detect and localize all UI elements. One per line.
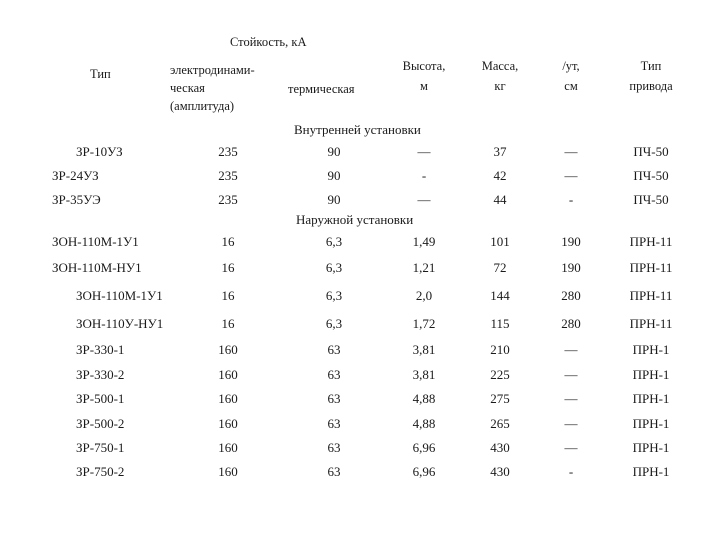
cell-height: 4,88 — [412, 391, 436, 406]
cell-electro: 160 — [218, 440, 238, 455]
cell-mass: 275 — [490, 391, 510, 406]
col-header-electro-line3: (амплитуда) — [170, 99, 235, 113]
cell-height: 1,72 — [412, 316, 436, 331]
cell-type: ЗОН-110У-НУ1 — [76, 316, 164, 331]
cell-type: ЗОН-110М-1У1 — [76, 288, 163, 303]
section-indoor: Внутренней установки — [294, 122, 421, 137]
cell-mass: 72 — [493, 260, 507, 275]
cell-ut: - — [568, 192, 574, 207]
col-header-drive-line1: Тип — [640, 59, 662, 73]
cell-height: — — [417, 192, 431, 207]
cell-ut: 190 — [561, 234, 581, 249]
cell-height: 1,49 — [412, 234, 436, 249]
cell-ut: — — [564, 440, 578, 455]
cell-height: 4,88 — [412, 416, 436, 431]
cell-electro: 16 — [221, 260, 235, 275]
cell-thermal: 63 — [327, 464, 341, 479]
cell-drive: ПРН-1 — [632, 367, 670, 382]
cell-height: 1,21 — [412, 260, 436, 275]
cell-height: 6,96 — [412, 464, 436, 479]
cell-type: ЗР-10УЗ — [76, 144, 123, 159]
cell-drive: ПЧ-50 — [633, 168, 669, 183]
cell-mass: 265 — [490, 416, 510, 431]
cell-drive: ПРН-11 — [629, 288, 673, 303]
cell-type: ЗР-750-2 — [76, 464, 125, 479]
cell-ut: — — [564, 416, 578, 431]
cell-ut: — — [564, 367, 578, 382]
cell-type: ЗР-330-2 — [76, 367, 125, 382]
cell-drive: ПРН-11 — [629, 260, 673, 275]
cell-mass: 144 — [490, 288, 510, 303]
cell-thermal: 90 — [327, 192, 341, 207]
cell-electro: 16 — [221, 234, 235, 249]
cell-mass: 430 — [490, 440, 510, 455]
cell-type: ЗР-750-1 — [76, 440, 125, 455]
cell-thermal: 90 — [327, 144, 341, 159]
col-header-height-line2: м — [420, 79, 428, 93]
col-header-type: Тип — [90, 67, 111, 81]
cell-ut: 280 — [561, 288, 581, 303]
cell-type: ЗОН-110М-1У1 — [52, 234, 139, 249]
cell-height: 2,0 — [415, 288, 433, 303]
cell-thermal: 6,3 — [325, 288, 343, 303]
col-header-mass-line1: Масса, — [481, 59, 519, 73]
stiffness-group-title: Стойкость, кА — [230, 35, 307, 49]
cell-thermal: 6,3 — [325, 234, 343, 249]
cell-height: 3,81 — [412, 342, 436, 357]
cell-drive: ПРН-1 — [632, 464, 670, 479]
cell-electro: 235 — [218, 144, 238, 159]
cell-mass: 44 — [493, 192, 507, 207]
col-header-ut-line2: см — [564, 79, 578, 93]
cell-electro: 16 — [221, 288, 235, 303]
cell-type: ЗР-500-1 — [76, 391, 125, 406]
cell-thermal: 63 — [327, 440, 341, 455]
cell-drive: ПРН-1 — [632, 440, 670, 455]
col-header-drive-line2: привода — [629, 79, 673, 93]
cell-drive: ПРН-1 — [632, 416, 670, 431]
cell-drive: ПРН-11 — [629, 316, 673, 331]
cell-drive: ПРН-11 — [629, 234, 673, 249]
cell-mass: 37 — [493, 144, 507, 159]
col-header-electro-line1: электродинами- — [170, 63, 255, 77]
cell-type: ЗР-35УЭ — [52, 192, 101, 207]
cell-thermal: 63 — [327, 391, 341, 406]
cell-electro: 160 — [218, 342, 238, 357]
cell-height: - — [421, 168, 427, 183]
cell-electro: 160 — [218, 367, 238, 382]
cell-thermal: 63 — [327, 367, 341, 382]
cell-mass: 101 — [490, 234, 510, 249]
cell-type: ЗР-330-1 — [76, 342, 125, 357]
cell-electro: 160 — [218, 416, 238, 431]
cell-electro: 235 — [218, 192, 238, 207]
cell-thermal: 6,3 — [325, 260, 343, 275]
cell-ut: - — [568, 464, 574, 479]
cell-height: — — [417, 144, 431, 159]
cell-type: ЗР-500-2 — [76, 416, 125, 431]
cell-thermal: 90 — [327, 168, 341, 183]
cell-type: ЗР-24УЗ — [52, 168, 99, 183]
cell-mass: 210 — [490, 342, 510, 357]
cell-drive: ПРН-1 — [632, 342, 670, 357]
cell-height: 3,81 — [412, 367, 436, 382]
col-header-thermal: термическая — [288, 82, 355, 96]
cell-mass: 430 — [490, 464, 510, 479]
cell-ut: — — [564, 391, 578, 406]
cell-electro: 235 — [218, 168, 238, 183]
cell-electro: 16 — [221, 316, 235, 331]
cell-thermal: 63 — [327, 416, 341, 431]
col-header-electro-line2: ческая — [170, 81, 205, 95]
cell-ut: — — [564, 168, 578, 183]
cell-ut: 190 — [561, 260, 581, 275]
cell-thermal: 63 — [327, 342, 341, 357]
col-header-ut-line1: /ут, — [562, 59, 580, 73]
cell-electro: 160 — [218, 464, 238, 479]
col-header-height-line1: Высота, — [402, 59, 446, 73]
cell-ut: 280 — [561, 316, 581, 331]
cell-drive: ПЧ-50 — [633, 192, 669, 207]
cell-mass: 225 — [490, 367, 510, 382]
cell-electro: 160 — [218, 391, 238, 406]
cell-drive: ПЧ-50 — [633, 144, 669, 159]
section-outdoor: Наружной установки — [296, 212, 414, 227]
cell-mass: 42 — [493, 168, 507, 183]
cell-ut: — — [564, 144, 578, 159]
cell-type: ЗОН-110М-НУ1 — [52, 260, 142, 275]
cell-drive: ПРН-1 — [632, 391, 670, 406]
cell-height: 6,96 — [412, 440, 436, 455]
cell-mass: 115 — [490, 316, 510, 331]
cell-thermal: 6,3 — [325, 316, 343, 331]
col-header-mass-line2: кг — [494, 79, 506, 93]
cell-ut: — — [564, 342, 578, 357]
